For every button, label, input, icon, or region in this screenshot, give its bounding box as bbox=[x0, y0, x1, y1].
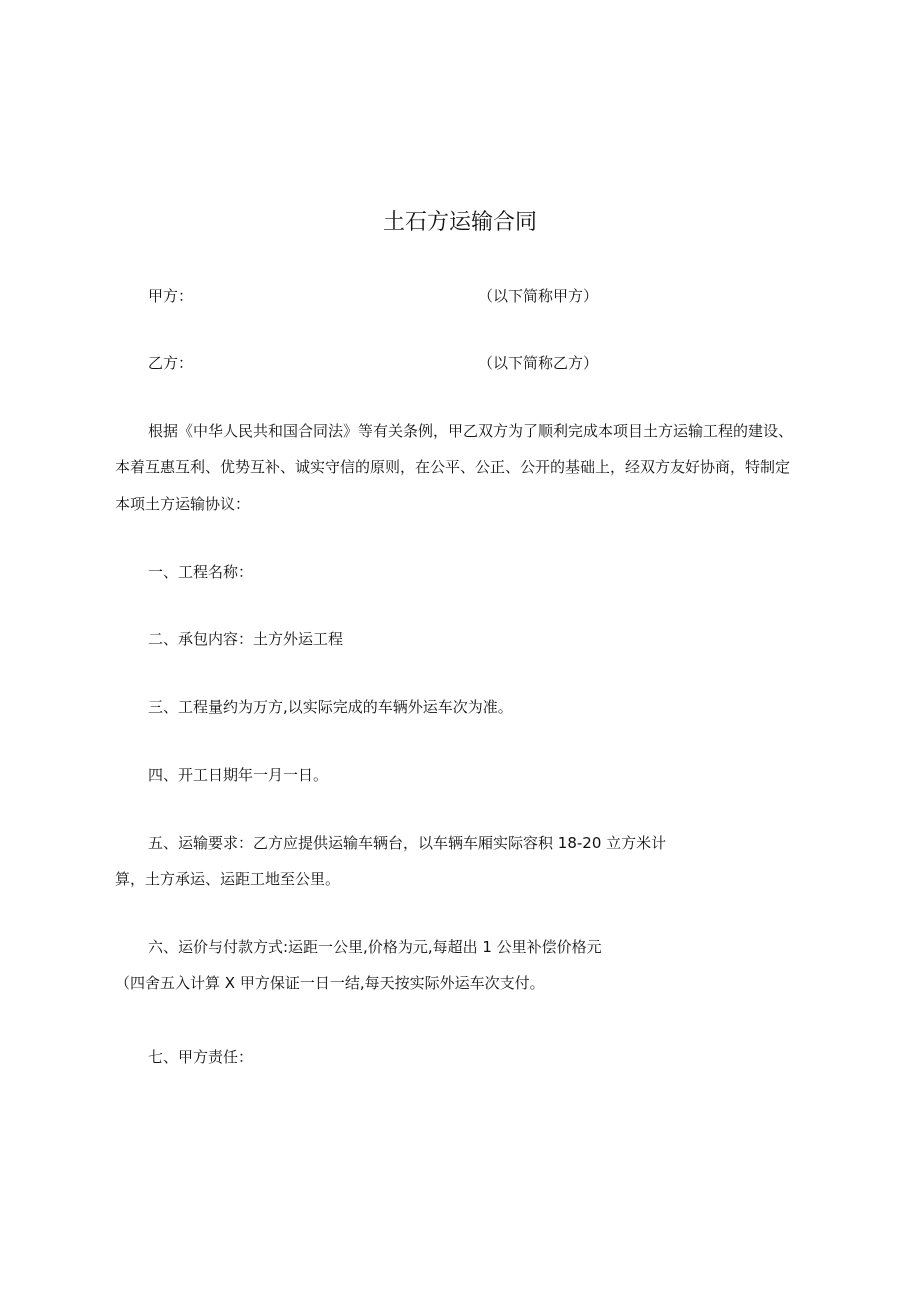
preamble-line-3: 本项土方运输协议： bbox=[115, 495, 251, 513]
clause-7: 七、甲方责任： bbox=[148, 1048, 254, 1066]
party-b-label: 乙方： bbox=[148, 354, 194, 372]
clause-2: 二、承包内容：土方外运工程 bbox=[148, 630, 344, 648]
clause-5-line-1: 五、运输要求：乙方应提供运输车辆台，以车辆车厢实际容积 18-20 立方米计 bbox=[148, 834, 667, 852]
party-a-note: （以下简称甲方） bbox=[478, 287, 599, 305]
document-title: 土石方运输合同 bbox=[382, 210, 537, 235]
clause-1: 一、工程名称： bbox=[148, 563, 254, 581]
clause-5-line-2: 算，土方承运、运距工地至公里。 bbox=[115, 870, 341, 888]
party-a-label: 甲方： bbox=[148, 287, 194, 305]
clause-6-line-2: （四舍五入计算 X 甲方保证一日一结,每天按实际外运车次支付。 bbox=[115, 974, 545, 992]
party-b-note: （以下简称乙方） bbox=[478, 354, 599, 372]
clause-3: 三、工程量约为万方,以实际完成的车辆外运车次为准。 bbox=[148, 698, 513, 716]
clause-6-line-1: 六、运价与付款方式:运距一公里,价格为元,每超出 1 公里补偿价格元 bbox=[148, 938, 602, 956]
preamble-line-2: 本着互惠互利、优势互补、诚实守信的原则，在公平、公正、公开的基础上，经双方友好协商，特制定 bbox=[115, 458, 791, 476]
preamble-line-1: 根据《中华人民共和国合同法》等有关条例，甲乙双方为了顺利完成本项目土方运输工程的建设、 bbox=[148, 422, 794, 440]
clause-4: 四、开工日期年一月一日。 bbox=[148, 766, 329, 784]
